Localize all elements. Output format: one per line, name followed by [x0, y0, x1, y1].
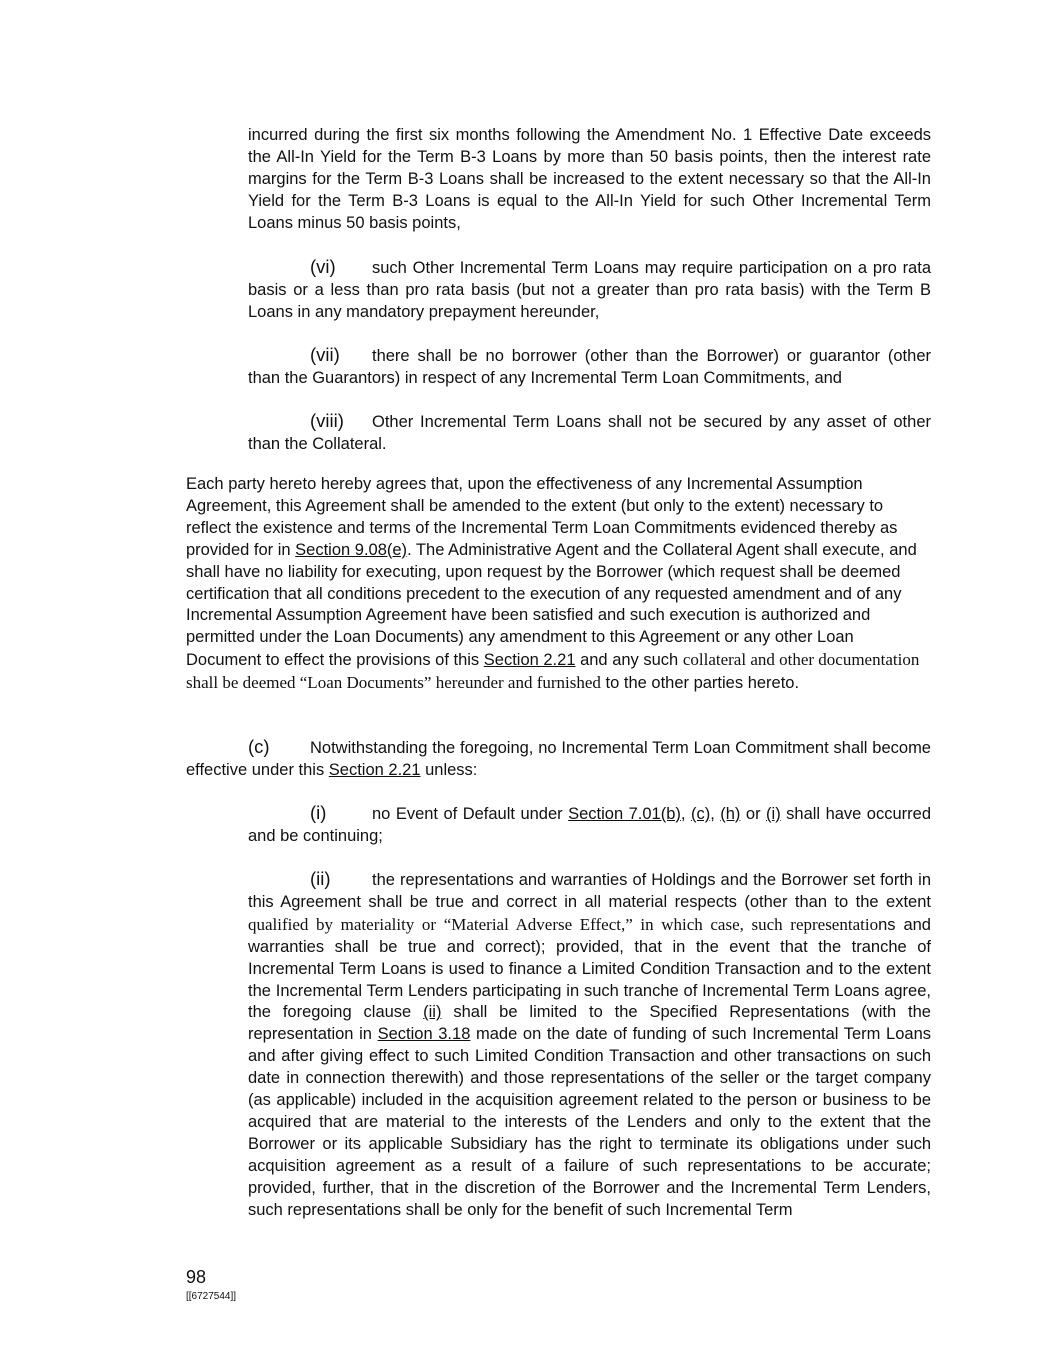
paragraph-vii: (vii) there shall be no borrower (other than the Borrower) or guarantor (other than the Guarantors) in respect of any Incremental Term Loan Commitments, and	[248, 344, 931, 387]
page-number: 98	[186, 1267, 207, 1287]
clause-link[interactable]: (h)	[720, 805, 741, 823]
section-number: (c)	[248, 736, 270, 757]
clause-number: (vii)	[310, 344, 340, 365]
clause-link[interactable]: (c)	[690, 805, 711, 823]
section-link[interactable]: Section 3.18	[377, 1025, 471, 1044]
clause-number: (viii)	[310, 410, 344, 431]
paragraph-each-party: Each party hereto hereby agrees that, upon the effectiveness of any Incremental Assumption Agreement, this Agreement shall be amended to the extent (but only to the extent) necessary to reflect the existence and terms of the Incremental Term Loan Commitments evidenced thereby as provided for in Section 9.08(e). The Administrative Agent and the Collateral Agent shall execute, and shall have no liability for executing, upon request by the Borrower (which request shall be deemed certification that all conditions precedent to the execution of any requested amendment and of any Incremental Assumption Agreement have been satisfied and such execution is authorized and permitted under the Loan Documents) any amendment to this Agreement or any other Loan Document to effect the provisions of this Section 2.21 and any such collateral and other documentation shall be deemed “Loan Documents” hereunder and furnished to the other parties hereto.	[186, 475, 920, 693]
paragraph-ii: (ii) the representations and warranties of Holdings and the Borrower set forth in this Agreement shall be true and correct in all material respects (other than to the extent qualified by materiality or “Material Adverse Effect,” in which case, such representations and warranties shall be true and correct); provided, that in the event that the tranche of Incremental Term Loans is used to finance a Limited Condition Transaction and to the extent the Incremental Term Lenders participating in such tranche of Incremental Term Loans agree, the foregoing clause (ii) shall be limited to the Specified Representations (with the representation in Section 3.18 made on the date of funding of such Incremental Term Loans and after giving effect to such Limited Condition Transaction and other transactions on such date in connection therewith) and those representations of the seller or the target company (as applicable) included in the acquisition agreement related to the person or business to be acquired that are material to the interests of the Lenders and only to the extent that the Borrower or its applicable Subsidiary has the right to terminate its obligations under such acquisition agreement as a result of a failure of such representations to be accurate; provided, further, that in the discretion of the Borrower and the Incremental Term Lenders, such representations shall be only for the benefit of such Incremental Term	[248, 868, 931, 1219]
section-link[interactable]: Section 7.01(b)	[568, 805, 681, 823]
clause-link[interactable]: (i)	[766, 805, 781, 823]
section-link[interactable]: Section 2.21	[328, 760, 421, 779]
clause-link[interactable]: (ii)	[423, 1003, 442, 1022]
paragraph-i: (i) no Event of Default under Section 7.01(b), (c), (h) or (i) shall have occurred and be continuing;	[248, 802, 932, 845]
paragraph-c: (c) Notwithstanding the foregoing, no Incremental Term Loan Commitment shall become effective under this Section 2.21 unless:	[186, 736, 931, 779]
section-link[interactable]: Section 9.08(e)	[295, 540, 408, 559]
paragraph-vi: (vi) such Other Incremental Term Loans may require participation on a pro rata basis or a less than pro rata basis (but not a greater than pro rata basis) with the Term B Loans in any mandatory prepayment hereunder,	[248, 256, 931, 321]
clause-number: (i)	[310, 802, 327, 823]
paragraph-v-continued: incurred during the first six months following the Amendment No. 1 Effective Date exceeds the All-In Yield for the Term B-3 Loans by more than 50 basis points, then the interest rate margins for the Term B-3 Loans shall be increased to the extent necessary so that the All-In Yield for the Term B-3 Loans is equal to the All-In Yield for such Other Incremental Term Loans minus 50 basis points,	[248, 126, 931, 232]
paragraph-viii: (viii) Other Incremental Term Loans shall not be secured by any asset of other than the Collateral.	[248, 410, 931, 453]
clause-number: (vi)	[310, 256, 336, 277]
section-link[interactable]: Section 2.21	[483, 651, 576, 670]
clause-number: (ii)	[310, 868, 331, 889]
document-id: [[6727544]]	[186, 1291, 237, 1302]
